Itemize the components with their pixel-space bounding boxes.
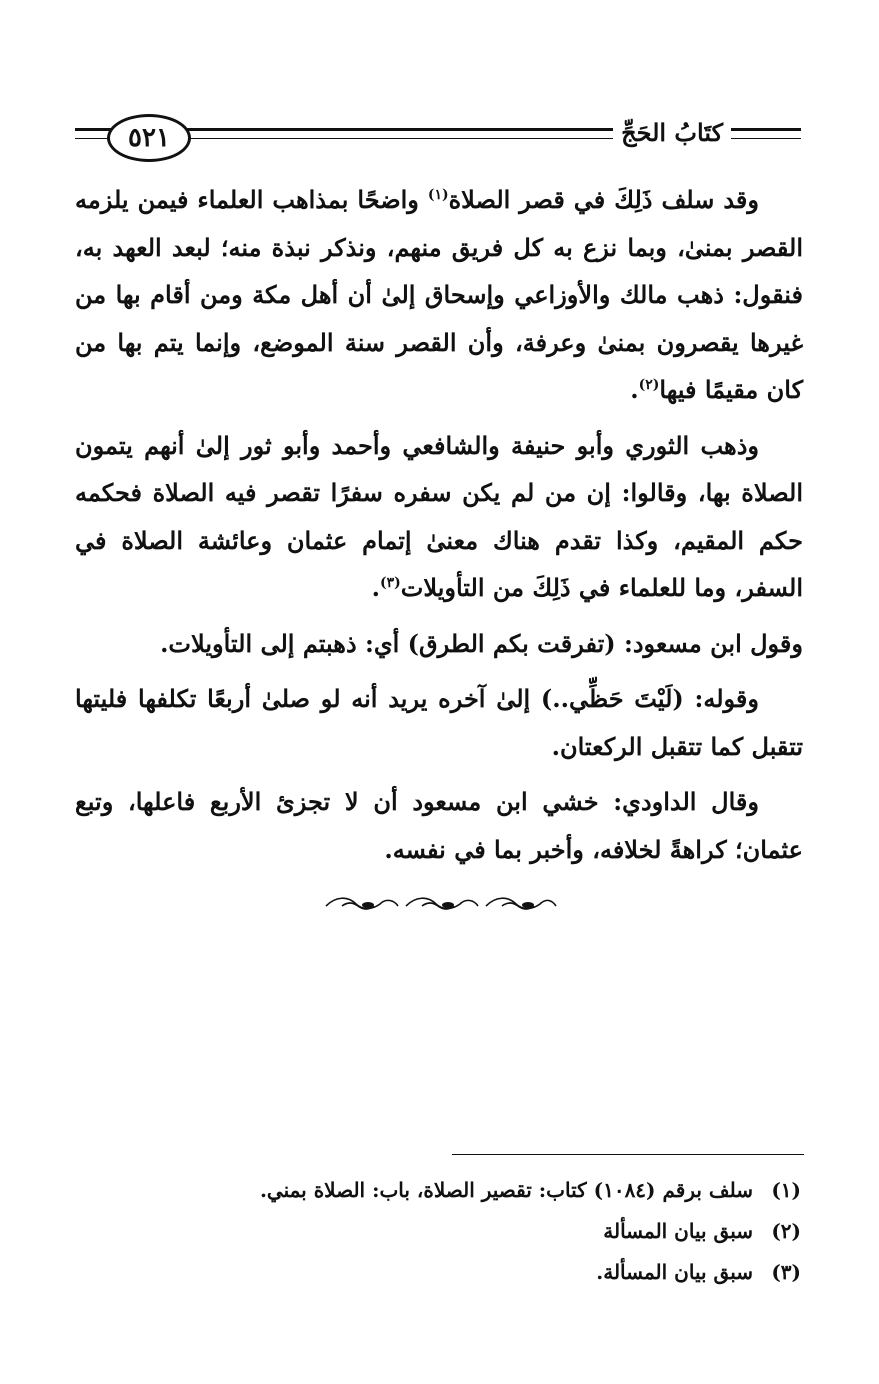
- paragraph-3: [75, 620, 803, 668]
- paragraph-2-text-a: وذهب الثوري وأبو حنيفة والشافعي وأحمد وأبو ثور إلىٰ أنهم يتمون الصلاة بها، وقالوا: إن من لم يكن سفره سفرًا تقصر فيه الصلاة فحكمه حكم المقيم، وكذا تقدم هناك معنىٰ إتمام عثمان وعائشة الصلاة في السفر، وما للعلماء في ذَلِكَ من التأويلات: [75, 430, 803, 602]
- footnote-number: (٢): [771, 1219, 801, 1243]
- paragraph-4-text: وقوله: (لَيْتَ حَظِّي..) إلىٰ آخره يريد أنه لو صلىٰ أربعًا تكلفها فليتها تتقبل كما تتقبل الركعتان.: [75, 684, 803, 761]
- footnote-number: (١): [771, 1178, 801, 1202]
- paragraph-1-text-b: واضحًا بمذاهب العلماء فيمن يلزمه القصر بمنىٰ، وبما نزع به كل فريق منهم، ونذكر نبذة منه؛ لبعد العهد به، فنقول: ذهب مالك والأوزاعي وإسحاق إلىٰ أن أهل مكة ومن أقام بها من غيرها يقصرون بمنىٰ وعرفة، وأن القصر سنة الموضع، وإنما يتم بها من كان مقيمًا فيها: [75, 185, 803, 404]
- main-text: [75, 176, 803, 881]
- paragraph-2-text-b: .: [371, 573, 380, 602]
- footnote-number: (٣): [771, 1260, 801, 1284]
- paragraph-5-text: وقال الداودي: خشي ابن مسعود أن لا تجزئ الأربع فاعلها، وتبع عثمان؛ كراهةً لخلافه، وأخبر بما في نفسه.: [75, 787, 803, 864]
- footnote-ref-3: (٣): [380, 575, 401, 591]
- paragraph-3-text: وقول ابن مسعود: (تفرقت بكم الطرق) أي: ذهبتم إلى التأويلات.: [160, 628, 803, 658]
- paragraph-1-text-a: وقد سلف ذَلِكَ في قصر الصلاة: [448, 185, 759, 214]
- page-number: ٥٢١: [128, 123, 170, 153]
- footnote-2: [161, 1211, 801, 1252]
- footnote-text: سبق بيان المسألة: [603, 1219, 753, 1243]
- paragraph-5: [75, 778, 803, 873]
- paragraph-2: [75, 422, 803, 612]
- paragraph-1-text-c: .: [630, 375, 639, 404]
- paragraph-1: [75, 176, 803, 414]
- footnote-text: سلف برقم (١٠٨٤) كتاب: تقصير الصلاة، باب: الصلاة بمني.: [259, 1178, 753, 1202]
- page-number-badge: [107, 114, 191, 162]
- footnote-ref-1: (١): [427, 187, 449, 203]
- ornamental-divider-icon: [322, 892, 558, 918]
- running-title: كتَابُ الحَجِّ: [613, 118, 731, 147]
- footnote-text: سبق بيان المسألة.: [596, 1260, 753, 1284]
- footnotes: [161, 1170, 801, 1293]
- paragraph-4: [75, 675, 803, 770]
- footnote-3: [161, 1252, 801, 1293]
- footnote-1: [161, 1170, 801, 1211]
- footnote-separator: [452, 1154, 804, 1155]
- footnote-ref-2: (٢): [638, 377, 660, 393]
- page-header: [75, 108, 801, 164]
